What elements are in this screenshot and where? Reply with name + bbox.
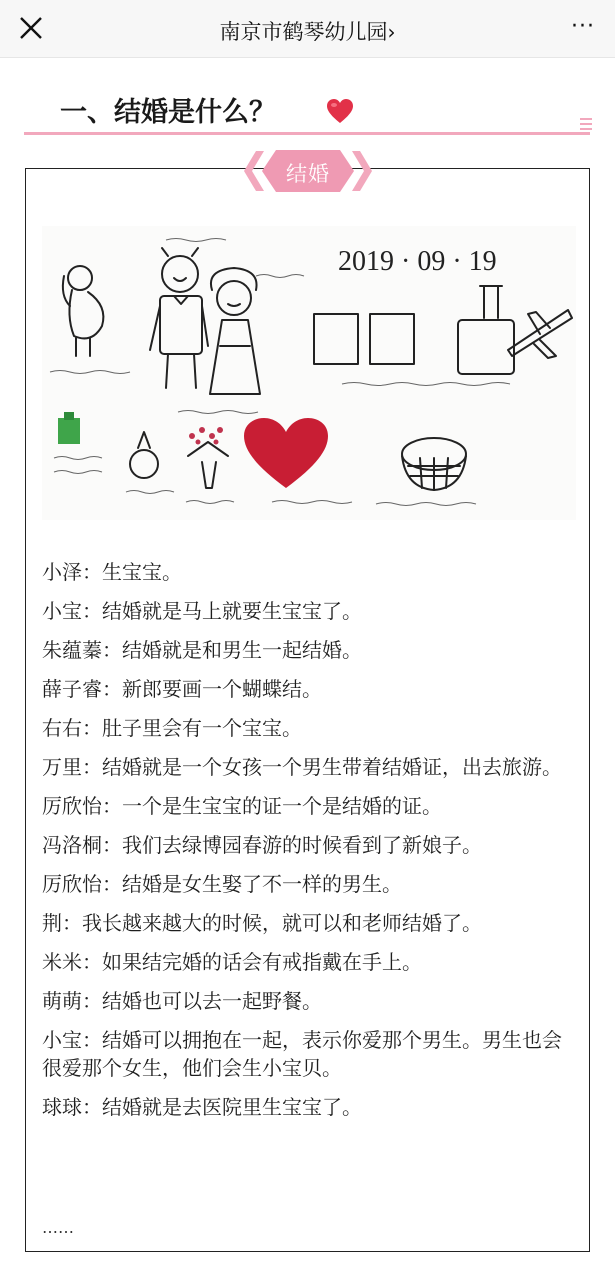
children-drawing-image <box>42 226 576 520</box>
quote-item: 薛子睿：新郎要画一个蝴蝶结。 <box>42 677 322 701</box>
quote-item: 万里：结婚就是一个女孩一个男生带着结婚证，出去旅游。 <box>42 755 562 779</box>
quote-item: 冯洛桐：我们去绿博园春游的时候看到了新娘子。 <box>42 833 482 857</box>
quote-item: 米米：如果结完婚的话会有戒指戴在手上。 <box>42 950 422 974</box>
quote-item: 小宝：结婚就是马上就要生宝宝了。 <box>42 599 362 623</box>
quote-item: 厉欣怡：结婚是女生娶了不一样的男生。 <box>42 872 402 896</box>
quote-item: 萌萌：结婚也可以去一起野餐。 <box>42 989 322 1013</box>
quote-item: 球球：结婚就是去医院里生宝宝了。 <box>42 1095 362 1119</box>
divider-stripes <box>580 118 592 132</box>
quote-item: 荆：我长越来越大的时候，就可以和老师结婚了。 <box>42 911 482 935</box>
drawing-illustration <box>42 226 576 520</box>
quote-item: 右右：肚子里会有一个宝宝。 <box>42 716 302 740</box>
quote-item: 厉欣怡：一个是生宝宝的证一个是结婚的证。 <box>42 794 442 818</box>
chevron-right-icon[interactable]: › <box>387 20 396 44</box>
label-badge <box>242 146 374 196</box>
section-divider <box>24 132 590 135</box>
heart-icon <box>326 98 354 124</box>
ellipsis-text: …… <box>42 1218 74 1237</box>
drawing-date: 2019 · 09 · 19 <box>338 246 497 277</box>
more-icon[interactable]: ··· <box>571 14 595 39</box>
quote-item: 小宝：结婚可以拥抱在一起，表示你爱那个男生。男生也会很爱那个女生，他们会生小宝贝。 <box>42 1028 562 1080</box>
account-name[interactable]: 南京市鹤琴幼儿园 <box>219 20 388 44</box>
quote-item: 小泽：生宝宝。 <box>42 560 182 584</box>
top-nav-bar <box>0 0 615 58</box>
quote-item: 朱蕴蓁：结婚就是和男生一起结婚。 <box>42 638 362 662</box>
badge-label: 结婚 <box>286 162 330 186</box>
account-title[interactable] <box>0 16 615 46</box>
section-title: 一、结婚是什么？ <box>60 97 276 128</box>
quote-list <box>42 558 572 1132</box>
